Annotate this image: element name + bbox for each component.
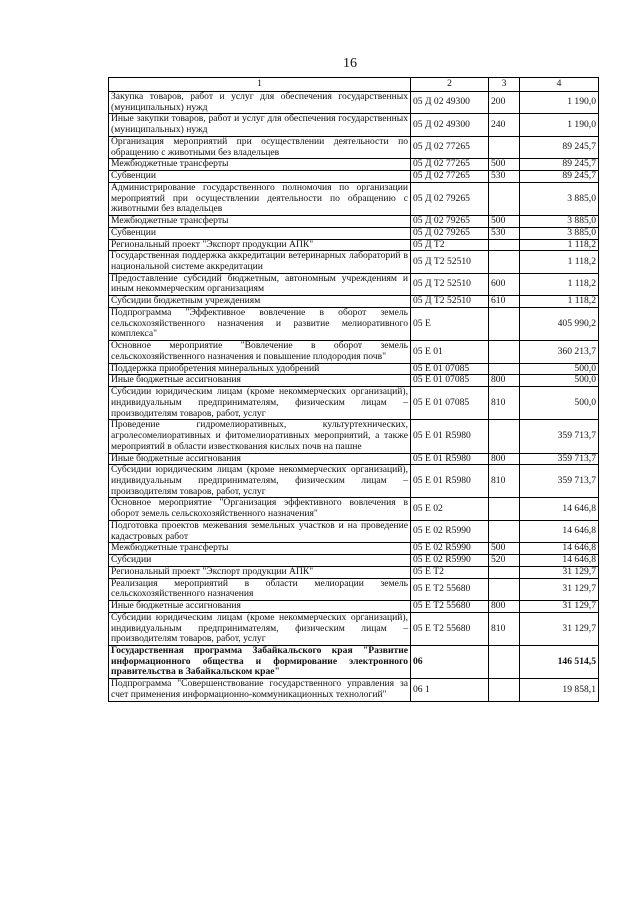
row-expense-type xyxy=(489,363,520,375)
row-expense-type xyxy=(489,182,520,215)
row-amount: 500,0 xyxy=(520,387,599,420)
row-name: Предоставление субсидий бюджетным, автономным учреждениям и иным некоммерческим организациям xyxy=(109,273,411,295)
row-code: 05 Е Т2 55680 xyxy=(411,578,489,600)
row-name: Подготовка проектов межевания земельных участков и на проведение кадастровых работ xyxy=(109,520,411,542)
row-code: 05 Д 02 79265 xyxy=(411,182,489,215)
table-row xyxy=(109,341,599,363)
table-row xyxy=(109,159,599,171)
table-header-row xyxy=(109,78,599,92)
table-row xyxy=(109,420,599,453)
row-expense-type: 800 xyxy=(489,601,520,613)
row-name: Основное мероприятие "Организация эффективного вовлечения в оборот земель сельскохозяйственного назначения" xyxy=(109,498,411,520)
table-row xyxy=(109,251,599,273)
row-name: Государственная поддержка аккредитации ветеринарных лабораторий в национальной системе аккредитации xyxy=(109,251,411,273)
row-name: Подпрограмма "Эффективное вовлечение в оборот земель сельскохозяйственного назначения и развитие мелиоративного комплекса" xyxy=(109,307,411,340)
row-code: 05 Е Т2 xyxy=(411,566,489,578)
row-name: Проведение гидромелиоративных, культуртехнических, агролесомелиоративных и фитомелиоративных мероприятий, а также мероприятий в области известкования кислых почв на пашне xyxy=(109,420,411,453)
row-expense-type xyxy=(489,578,520,600)
row-name: Субсидии бюджетным учреждениям xyxy=(109,296,411,308)
row-expense-type: 530 xyxy=(489,171,520,183)
row-name: Субвенции xyxy=(109,171,411,183)
row-expense-type: 800 xyxy=(489,453,520,465)
row-name: Подпрограмма "Совершенствование государственного управления за счет применения информационно-коммуникационных технологий" xyxy=(109,679,411,701)
row-code: 05 Е 02 R5990 xyxy=(411,520,489,542)
row-name: Межбюджетные трансферты xyxy=(109,159,411,171)
row-amount: 359 713,7 xyxy=(520,420,599,453)
table-row xyxy=(109,136,599,158)
row-expense-type: 530 xyxy=(489,227,520,239)
row-amount: 1 190,0 xyxy=(520,114,599,136)
header-col-3: 3 xyxy=(489,78,520,92)
row-name: Субсидии юридическим лицам (кроме некоммерческих организаций), индивидуальным предпринимателям, физическим лицам – производителям товаров, работ, услуг xyxy=(109,612,411,645)
table-row xyxy=(109,307,599,340)
row-code: 05 Е 01 xyxy=(411,341,489,363)
row-name: Иные бюджетные ассигнования xyxy=(109,453,411,465)
row-code: 05 Е 02 R5990 xyxy=(411,543,489,555)
row-amount: 14 646,8 xyxy=(520,543,599,555)
row-name: Основное мероприятие "Вовлечение в оборот земель сельскохозяйственного назначения и повышение плодородия почв" xyxy=(109,341,411,363)
table-row xyxy=(109,92,599,114)
row-expense-type xyxy=(489,566,520,578)
row-amount: 146 514,5 xyxy=(520,645,599,678)
table-row xyxy=(109,375,599,387)
row-code: 05 Е Т2 55680 xyxy=(411,601,489,613)
table-body xyxy=(109,92,599,702)
row-code: 05 Е 01 07085 xyxy=(411,387,489,420)
row-amount: 359 713,7 xyxy=(520,465,599,498)
row-amount: 31 129,7 xyxy=(520,601,599,613)
row-code: 06 xyxy=(411,645,489,678)
row-expense-type xyxy=(489,251,520,273)
row-amount: 1 118,2 xyxy=(520,239,599,251)
row-amount: 19 858,1 xyxy=(520,679,599,701)
row-amount: 31 129,7 xyxy=(520,578,599,600)
table-row xyxy=(109,612,599,645)
table-row xyxy=(109,453,599,465)
row-name: Администрирование государственного полномочия по организации мероприятий при осуществлении деятельности по обращению с животными без владельцев xyxy=(109,182,411,215)
row-name: Региональный проект "Экспорт продукции АПК" xyxy=(109,239,411,251)
table-row xyxy=(109,114,599,136)
row-name: Субвенции xyxy=(109,227,411,239)
row-amount: 500,0 xyxy=(520,375,599,387)
row-amount: 89 245,7 xyxy=(520,171,599,183)
row-code: 05 Е 01 R5980 xyxy=(411,420,489,453)
table-row xyxy=(109,239,599,251)
row-code: 05 Е 02 xyxy=(411,498,489,520)
row-name: Субсидии юридическим лицам (кроме некоммерческих организаций), индивидуальным предпринимателям, физическим лицам – производителям товаров, работ, услуг xyxy=(109,387,411,420)
row-expense-type: 610 xyxy=(489,296,520,308)
table-row xyxy=(109,555,599,567)
row-code: 05 Д Т2 52510 xyxy=(411,296,489,308)
row-name: Субсидии юридическим лицам (кроме некоммерческих организаций), индивидуальным предпринимателям, физическим лицам – производителям товаров, работ, услуг xyxy=(109,465,411,498)
row-expense-type xyxy=(489,679,520,701)
row-expense-type: 500 xyxy=(489,216,520,228)
table-row xyxy=(109,601,599,613)
row-expense-type xyxy=(489,520,520,542)
row-name: Закупка товаров, работ и услуг для обеспечения государственных (муниципальных) нужд xyxy=(109,92,411,114)
row-name: Региональный проект "Экспорт продукции АПК" xyxy=(109,566,411,578)
row-amount: 1 190,0 xyxy=(520,92,599,114)
row-code: 05 Д Т2 52510 xyxy=(411,273,489,295)
header-col-2: 2 xyxy=(411,78,489,92)
header-col-1: 1 xyxy=(109,78,411,92)
header-col-4: 4 xyxy=(520,78,599,92)
table-row xyxy=(109,273,599,295)
row-amount: 31 129,7 xyxy=(520,612,599,645)
row-name: Поддержка приобретения минеральных удобрений xyxy=(109,363,411,375)
row-amount: 14 646,8 xyxy=(520,555,599,567)
row-expense-type: 240 xyxy=(489,114,520,136)
row-name: Субсидии xyxy=(109,555,411,567)
row-amount: 89 245,7 xyxy=(520,136,599,158)
table-row xyxy=(109,182,599,215)
row-code: 05 Е 01 07085 xyxy=(411,375,489,387)
row-name: Организация мероприятий при осуществлении деятельности по обращению с животными без владельцев xyxy=(109,136,411,158)
table-row xyxy=(109,645,599,678)
row-expense-type: 500 xyxy=(489,543,520,555)
table-row xyxy=(109,543,599,555)
row-code: 06 1 xyxy=(411,679,489,701)
row-amount: 500,0 xyxy=(520,363,599,375)
row-amount: 405 990,2 xyxy=(520,307,599,340)
row-expense-type xyxy=(489,420,520,453)
row-amount: 3 885,0 xyxy=(520,227,599,239)
row-name: Иные бюджетные ассигнования xyxy=(109,601,411,613)
row-amount: 14 646,8 xyxy=(520,520,599,542)
row-code: 05 Е 02 R5990 xyxy=(411,555,489,567)
row-expense-type: 810 xyxy=(489,612,520,645)
table-row xyxy=(109,387,599,420)
row-code: 05 Д 02 77265 xyxy=(411,171,489,183)
row-code: 05 Д 02 49300 xyxy=(411,114,489,136)
row-amount: 31 129,7 xyxy=(520,566,599,578)
row-amount: 359 713,7 xyxy=(520,453,599,465)
table-row xyxy=(109,171,599,183)
page-number: 16 xyxy=(343,56,357,71)
table-row xyxy=(109,679,599,701)
row-expense-type: 800 xyxy=(489,375,520,387)
row-name: Межбюджетные трансферты xyxy=(109,216,411,228)
row-expense-type xyxy=(489,307,520,340)
row-name: Иные закупки товаров, работ и услуг для обеспечения государственных (муниципальных) нужд xyxy=(109,114,411,136)
budget-table xyxy=(108,77,599,702)
row-name: Иные бюджетные ассигнования xyxy=(109,375,411,387)
row-amount: 1 118,2 xyxy=(520,273,599,295)
table-row xyxy=(109,227,599,239)
row-name: Государственная программа Забайкальского края "Развитие информационного общества и формирование электронного правительства в Забайкальском крае" xyxy=(109,645,411,678)
table-row xyxy=(109,578,599,600)
row-expense-type: 810 xyxy=(489,465,520,498)
row-name: Реализация мероприятий в области мелиорации земель сельскохозяйственного назначения xyxy=(109,578,411,600)
row-code: 05 Е Т2 55680 xyxy=(411,612,489,645)
row-name: Межбюджетные трансферты xyxy=(109,543,411,555)
row-expense-type xyxy=(489,136,520,158)
row-amount: 1 118,2 xyxy=(520,296,599,308)
table-row xyxy=(109,216,599,228)
row-expense-type: 500 xyxy=(489,159,520,171)
table-row xyxy=(109,363,599,375)
row-code: 05 Е 01 07085 xyxy=(411,363,489,375)
row-code: 05 Д 02 77265 xyxy=(411,159,489,171)
table-row xyxy=(109,520,599,542)
row-code: 05 Д 02 79265 xyxy=(411,216,489,228)
row-amount: 1 118,2 xyxy=(520,251,599,273)
row-expense-type xyxy=(489,239,520,251)
row-expense-type xyxy=(489,645,520,678)
row-code: 05 Е 01 R5980 xyxy=(411,453,489,465)
row-expense-type xyxy=(489,498,520,520)
row-code: 05 Е xyxy=(411,307,489,340)
row-expense-type: 810 xyxy=(489,387,520,420)
row-amount: 3 885,0 xyxy=(520,182,599,215)
row-amount: 3 885,0 xyxy=(520,216,599,228)
table-row xyxy=(109,296,599,308)
row-amount: 360 213,7 xyxy=(520,341,599,363)
row-amount: 14 646,8 xyxy=(520,498,599,520)
row-expense-type: 600 xyxy=(489,273,520,295)
table-row xyxy=(109,465,599,498)
table-row xyxy=(109,498,599,520)
row-code: 05 Д Т2 xyxy=(411,239,489,251)
row-expense-type: 200 xyxy=(489,92,520,114)
table-row xyxy=(109,566,599,578)
row-code: 05 Д 02 79265 xyxy=(411,227,489,239)
row-expense-type xyxy=(489,341,520,363)
row-code: 05 Д 02 77265 xyxy=(411,136,489,158)
row-expense-type: 520 xyxy=(489,555,520,567)
row-code: 05 Д Т2 52510 xyxy=(411,251,489,273)
row-code: 05 Е 01 R5980 xyxy=(411,465,489,498)
row-amount: 89 245,7 xyxy=(520,159,599,171)
row-code: 05 Д 02 49300 xyxy=(411,92,489,114)
